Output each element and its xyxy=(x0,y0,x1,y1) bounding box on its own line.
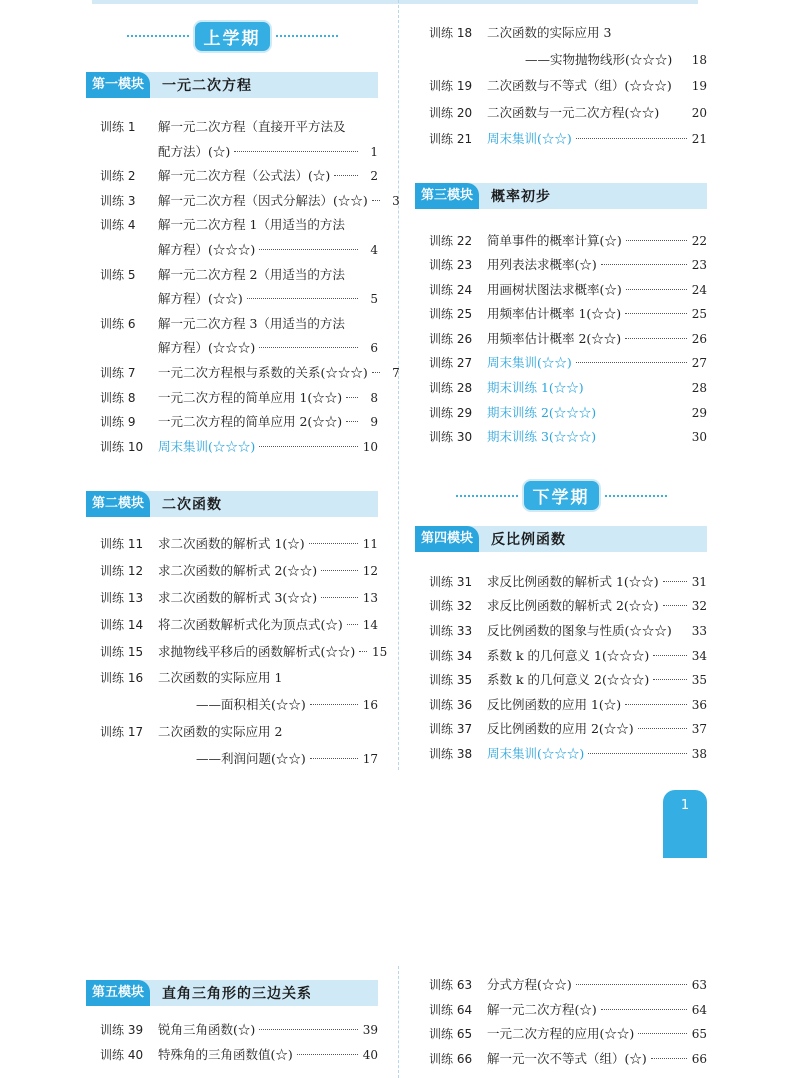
entry-label: 训练 18 xyxy=(429,26,473,40)
entry-label: 训练 64 xyxy=(429,1002,473,1017)
entry-page: 65 xyxy=(691,1027,707,1042)
entry-label: 训练 5 xyxy=(100,267,136,282)
leader-dots xyxy=(247,298,358,299)
page-number-tab xyxy=(663,790,707,858)
leader-dots xyxy=(321,570,358,571)
entry-page: 6 xyxy=(370,341,378,356)
entry-title: 一元二次方程的简单应用 2(☆☆) xyxy=(158,414,343,430)
entry-title: 求二次函数的解析式 3(☆☆) xyxy=(158,589,318,605)
toc-entry-15[interactable] xyxy=(86,639,388,666)
entry-title: 二次函数的实际应用 1 xyxy=(158,670,283,686)
toc-entry-14[interactable] xyxy=(86,612,378,639)
entry-page: 17 xyxy=(362,751,378,766)
entry-page: 37 xyxy=(691,722,707,737)
entry-page: 25 xyxy=(691,307,707,322)
dots-right xyxy=(276,35,338,37)
entry-title: 分式方程(☆☆) xyxy=(487,977,572,992)
entry-page: 33 xyxy=(691,624,707,639)
leader-space xyxy=(588,387,687,388)
leader-dots xyxy=(334,175,358,176)
entry-label: 训练 3 xyxy=(100,193,136,208)
leader-dots xyxy=(625,704,687,705)
entry-label: 训练 33 xyxy=(429,624,473,639)
toc-entry-24[interactable] xyxy=(415,278,707,303)
leader-dots xyxy=(372,372,380,373)
entry-title: 二次函数与一元二次方程(☆☆) xyxy=(487,104,660,120)
entry-title: 期末训练 2(☆☆☆) xyxy=(487,404,597,420)
toc-entry-35[interactable] xyxy=(415,668,707,693)
entry-label: 训练 38 xyxy=(429,747,473,761)
toc-entry-26[interactable] xyxy=(415,327,707,352)
toc-entry-28[interactable] xyxy=(415,376,707,401)
entry-title: 周末集训(☆☆☆) xyxy=(158,438,256,454)
entry-label: 训练 35 xyxy=(429,673,473,688)
entry-title: 解方程）(☆☆☆) xyxy=(158,340,256,356)
leader-space xyxy=(600,436,687,437)
toc-entry-5-cont[interactable] xyxy=(86,287,378,312)
entry-page: 12 xyxy=(362,564,378,579)
toc-entry-6[interactable] xyxy=(86,312,378,337)
entry-page: 22 xyxy=(691,233,707,248)
module-title: 一元二次方程 xyxy=(162,78,253,94)
leader-dots xyxy=(310,704,358,705)
entry-title: 用画树状图法求概率(☆) xyxy=(487,281,622,297)
toc-entry-1[interactable] xyxy=(86,115,378,140)
entry-page: 30 xyxy=(691,430,707,445)
entry-title: 解一元二次方程 3（用适当的方法 xyxy=(158,315,345,331)
toc-entry-40[interactable] xyxy=(86,1043,378,1068)
entry-page: 24 xyxy=(691,282,707,297)
entry-title: 解一元二次方程（公式法）(☆) xyxy=(158,168,331,184)
entry-label: 训练 37 xyxy=(429,722,473,737)
toc-entry-8[interactable] xyxy=(86,386,378,411)
leader-dots xyxy=(601,264,687,265)
toc-entry-21[interactable] xyxy=(415,126,707,153)
entry-title: 反比例函数的应用 1(☆) xyxy=(487,696,622,712)
entry-page: 63 xyxy=(691,978,707,992)
entry-title: 周末集训(☆☆) xyxy=(487,131,572,146)
toc-entry-1-cont[interactable] xyxy=(86,140,378,165)
entry-page: 15 xyxy=(371,644,388,659)
entry-label: 训练 15 xyxy=(100,644,144,659)
leader-dots xyxy=(653,679,687,680)
toc-entry-65[interactable] xyxy=(415,1022,707,1047)
toc-entry-6-cont[interactable] xyxy=(86,336,378,361)
entry-page: 38 xyxy=(691,747,707,761)
module-4-entries xyxy=(415,570,707,767)
module-tag: 第三模块 xyxy=(415,183,479,209)
entry-label: 训练 9 xyxy=(100,415,136,430)
toc-entry-17[interactable] xyxy=(86,719,378,746)
leader-dots xyxy=(663,605,687,606)
entry-label: 训练 6 xyxy=(100,316,136,331)
entry-title: ——实物抛物线形(☆☆☆) xyxy=(525,51,673,67)
toc-entry-36[interactable] xyxy=(415,693,707,718)
toc-entry-13[interactable] xyxy=(86,585,378,612)
entry-title: 简单事件的概率计算(☆) xyxy=(487,232,622,248)
entry-title: 解一元二次方程（直接开平方法及 xyxy=(158,119,346,134)
toc-entry-7[interactable] xyxy=(86,361,400,386)
entry-label: 训练 17 xyxy=(100,724,144,739)
leader-dots xyxy=(638,728,687,729)
leader-space xyxy=(676,59,687,60)
entry-title: 求二次函数的解析式 1(☆) xyxy=(158,536,305,552)
entry-title: 用频率估计概率 1(☆☆) xyxy=(487,306,622,322)
entry-page: 35 xyxy=(691,673,707,688)
leader-dots xyxy=(576,362,687,363)
module-title: 二次函数 xyxy=(162,497,223,514)
entry-title: 期末训练 1(☆☆) xyxy=(487,380,584,396)
module-header-1 xyxy=(86,72,378,98)
entry-title: 解方程）(☆☆) xyxy=(158,291,243,307)
module-2-entries xyxy=(86,531,388,772)
entry-title: 系数 k 的几何意义 2(☆☆☆) xyxy=(487,672,650,688)
toc-entry-27[interactable] xyxy=(415,351,707,376)
entry-label: 训练 10 xyxy=(100,439,144,454)
module-header-3 xyxy=(415,183,707,209)
entry-title: 反比例函数的图象与性质(☆☆☆) xyxy=(487,623,672,639)
entry-page: 9 xyxy=(370,415,378,430)
entry-label: 训练 29 xyxy=(429,405,473,420)
entry-page: 20 xyxy=(691,105,707,120)
entry-title: 反比例函数的应用 2(☆☆) xyxy=(487,721,634,737)
entry-title: 二次函数的实际应用 3 xyxy=(487,25,612,40)
entry-page: 1 xyxy=(370,144,378,159)
entry-page: 14 xyxy=(362,617,378,632)
dots-left xyxy=(127,35,189,37)
entry-title: 特殊角的三角函数值(☆) xyxy=(158,1046,293,1062)
toc-entry-19[interactable] xyxy=(415,73,707,100)
leader-dots xyxy=(663,581,687,582)
leader-dots xyxy=(372,200,380,201)
dots-right xyxy=(605,495,667,497)
next-page-entries xyxy=(415,973,707,1071)
entry-title: 系数 k 的几何意义 1(☆☆☆) xyxy=(487,647,650,663)
entry-label: 训练 16 xyxy=(100,671,144,686)
entry-page: 26 xyxy=(691,331,707,346)
leader-space xyxy=(663,112,687,113)
toc-entry-38[interactable] xyxy=(415,742,707,767)
module-3-entries xyxy=(415,229,707,450)
leader-space xyxy=(676,85,687,86)
entry-label: 训练 7 xyxy=(100,365,136,380)
leader-dots xyxy=(297,1054,358,1055)
entry-title: 求抛物线平移后的函数解析式(☆☆) xyxy=(158,643,356,659)
toc-entry-20[interactable] xyxy=(415,100,707,127)
entry-title: 解一元二次方程 1（用适当的方法 xyxy=(158,217,345,233)
entry-label: 训练 63 xyxy=(429,978,473,992)
toc-entry-5[interactable] xyxy=(86,263,378,288)
leader-dots xyxy=(321,597,358,598)
toc-entry-66[interactable] xyxy=(415,1047,707,1072)
semester-heading-second xyxy=(415,476,707,516)
toc-entry-23[interactable] xyxy=(415,253,707,278)
toc-entry-39[interactable] xyxy=(86,1018,378,1043)
module-title: 反比例函数 xyxy=(491,531,567,548)
entry-title: 求二次函数的解析式 2(☆☆) xyxy=(158,563,318,579)
entry-label: 训练 14 xyxy=(100,617,144,632)
leader-dots xyxy=(234,151,358,152)
entry-label: 训练 4 xyxy=(100,218,136,233)
leader-space xyxy=(676,630,687,631)
leader-dots xyxy=(626,240,687,241)
dots-left xyxy=(456,495,518,497)
module-title: 直角三角形的三边关系 xyxy=(162,986,313,1002)
entry-label: 训练 20 xyxy=(429,105,473,120)
entry-title: 二次函数与不等式（组）(☆☆☆) xyxy=(487,78,672,93)
entry-title: 解方程）(☆☆☆) xyxy=(158,241,256,257)
entry-page: 3 xyxy=(392,193,400,208)
entry-title: 一元二次方程的简单应用 1(☆☆) xyxy=(158,389,343,405)
entry-label: 训练 12 xyxy=(100,564,144,579)
entry-title: 期末训练 3(☆☆☆) xyxy=(487,429,597,445)
entry-title: 配方法）(☆) xyxy=(158,143,231,159)
toc-entry-64[interactable] xyxy=(415,998,707,1023)
leader-dots xyxy=(259,249,358,250)
entry-label: 训练 27 xyxy=(429,356,473,371)
entry-title: 锐角三角函数(☆) xyxy=(158,1022,256,1037)
module-2-entries-continued xyxy=(415,20,707,153)
leader-dots xyxy=(625,338,687,339)
entry-title: 用频率估计概率 2(☆☆) xyxy=(487,330,622,346)
entry-title: 周末集训(☆☆☆) xyxy=(487,746,585,761)
toc-entry-3[interactable] xyxy=(86,189,400,214)
toc-entry-12[interactable] xyxy=(86,558,378,585)
leader-dots xyxy=(651,1058,687,1059)
entry-label: 训练 21 xyxy=(429,132,473,146)
toc-entry-63[interactable] xyxy=(415,973,707,998)
entry-page: 66 xyxy=(691,1051,707,1066)
entry-label: 训练 24 xyxy=(429,282,473,297)
entry-label: 训练 32 xyxy=(429,599,473,614)
entry-page: 40 xyxy=(362,1047,378,1062)
module-tag: 第四模块 xyxy=(415,526,479,552)
leader-dots xyxy=(626,289,687,290)
toc-entry-4-cont[interactable] xyxy=(86,238,378,263)
right-column xyxy=(415,0,707,767)
entry-title: ——利润问题(☆☆) xyxy=(196,750,306,766)
leader-dots xyxy=(359,651,367,652)
entry-title: 一元二次方程的应用(☆☆) xyxy=(487,1026,635,1042)
toc-entry-18-cont[interactable] xyxy=(415,47,707,74)
entry-page: 5 xyxy=(370,292,378,307)
toc-entry-30[interactable] xyxy=(415,425,707,450)
leader-space xyxy=(600,412,687,413)
leader-dots xyxy=(309,543,358,544)
toc-entry-16-cont[interactable] xyxy=(86,692,378,719)
module-tag: 第二模块 xyxy=(86,491,150,517)
entry-page: 10 xyxy=(362,439,378,454)
entry-title: 解一元二次方程（因式分解法）(☆☆) xyxy=(158,192,368,208)
entry-label: 训练 34 xyxy=(429,648,473,663)
entry-page: 4 xyxy=(370,242,378,257)
leader-dots xyxy=(653,655,687,656)
entry-page: 23 xyxy=(691,258,707,273)
toc-entry-16[interactable] xyxy=(86,665,378,692)
page-number: 1 xyxy=(680,798,690,813)
module-tag: 第一模块 xyxy=(86,72,150,98)
entry-page: 19 xyxy=(691,79,707,93)
entry-page: 2 xyxy=(370,169,378,184)
semester-heading-first xyxy=(86,16,378,56)
entry-label: 训练 13 xyxy=(100,590,144,605)
entry-label: 训练 8 xyxy=(100,390,136,405)
entry-page: 27 xyxy=(691,356,707,371)
leader-dots xyxy=(259,347,358,348)
toc-entry-22[interactable] xyxy=(415,229,707,254)
entry-title: 解一元二次方程 2（用适当的方法 xyxy=(158,266,345,282)
leader-dots xyxy=(346,421,358,422)
entry-label: 训练 2 xyxy=(100,169,136,184)
leader-dots xyxy=(347,624,358,625)
entry-label: 训练 23 xyxy=(429,258,473,273)
leader-dots xyxy=(601,1009,687,1010)
left-column xyxy=(86,0,400,772)
entry-page: 13 xyxy=(362,590,378,605)
entry-label: 训练 28 xyxy=(429,381,473,396)
entry-label: 训练 40 xyxy=(100,1047,144,1062)
semester-label: 上学期 xyxy=(195,22,270,51)
entry-label: 训练 22 xyxy=(429,233,473,248)
entry-title: 二次函数的实际应用 2 xyxy=(158,723,283,739)
entry-title: 将二次函数解析式化为顶点式(☆) xyxy=(158,616,343,632)
toc-entry-32[interactable] xyxy=(415,594,707,619)
toc-entry-4[interactable] xyxy=(86,213,378,238)
entry-page: 8 xyxy=(370,390,378,405)
module-1-entries xyxy=(86,115,400,459)
entry-label: 训练 26 xyxy=(429,331,473,346)
module-header-5 xyxy=(86,980,378,1006)
entry-title: 解一元二次方程(☆) xyxy=(487,1001,597,1017)
entry-page: 18 xyxy=(691,52,707,67)
toc-entry-33[interactable] xyxy=(415,619,707,644)
entry-label: 训练 65 xyxy=(429,1027,473,1042)
toc-entry-31[interactable] xyxy=(415,570,707,595)
module-title: 概率初步 xyxy=(491,188,552,205)
toc-entry-25[interactable] xyxy=(415,302,707,327)
entry-page: 28 xyxy=(691,381,707,396)
leader-dots xyxy=(259,446,358,447)
entry-label: 训练 31 xyxy=(429,574,473,589)
entry-title: 解一元一次不等式（组）(☆) xyxy=(487,1050,647,1066)
entry-page: 64 xyxy=(691,1002,707,1017)
entry-label: 训练 30 xyxy=(429,430,473,445)
right-column-next-page xyxy=(415,966,707,1071)
entry-title: 一元二次方程根与系数的关系(☆☆☆) xyxy=(158,364,368,380)
entry-label: 训练 66 xyxy=(429,1051,473,1066)
leader-dots xyxy=(638,1033,687,1034)
module-header-4 xyxy=(415,526,707,552)
semester-label: 下学期 xyxy=(524,481,599,510)
toc-entry-34[interactable] xyxy=(415,644,707,669)
toc-entry-29[interactable] xyxy=(415,401,707,426)
entry-label: 训练 25 xyxy=(429,307,473,322)
leader-dots xyxy=(259,1029,358,1030)
entry-label: 训练 11 xyxy=(100,537,144,552)
leader-dots xyxy=(576,138,687,139)
entry-title: 周末集训(☆☆) xyxy=(487,355,572,371)
leader-dots xyxy=(346,397,358,398)
module-5-entries xyxy=(86,1018,378,1067)
entry-page: 7 xyxy=(392,365,400,380)
entry-page: 36 xyxy=(691,697,707,712)
module-tag: 第五模块 xyxy=(86,980,150,1006)
module-header-2 xyxy=(86,491,378,517)
left-column-next-page xyxy=(86,966,378,1067)
entry-page: 32 xyxy=(691,599,707,614)
toc-entry-10[interactable] xyxy=(86,435,378,460)
leader-dots xyxy=(576,984,687,985)
leader-dots xyxy=(625,313,687,314)
toc-entry-11[interactable] xyxy=(86,531,378,558)
entry-page: 31 xyxy=(691,574,707,589)
entry-title: ——面积相关(☆☆) xyxy=(196,697,306,713)
entry-page: 29 xyxy=(691,405,707,420)
leader-dots xyxy=(588,753,687,754)
entry-page: 34 xyxy=(691,648,707,663)
entry-title: 求反比例函数的解析式 2(☆☆) xyxy=(487,598,659,614)
leader-dots xyxy=(310,758,358,759)
entry-page: 11 xyxy=(362,537,378,552)
entry-label: 训练 39 xyxy=(100,1023,144,1037)
toc-entry-37[interactable] xyxy=(415,717,707,742)
toc-entry-17-cont[interactable] xyxy=(86,746,378,773)
entry-title: 用列表法求概率(☆) xyxy=(487,257,597,273)
entry-page: 21 xyxy=(691,132,707,146)
entry-label: 训练 19 xyxy=(429,79,473,93)
entry-page: 16 xyxy=(362,698,378,713)
column-divider xyxy=(398,966,399,1078)
entry-page: 39 xyxy=(362,1023,378,1037)
entry-title: 求反比例函数的解析式 1(☆☆) xyxy=(487,573,659,589)
toc-entry-18[interactable] xyxy=(415,20,707,47)
entry-label: 训练 36 xyxy=(429,697,473,712)
toc-entry-2[interactable] xyxy=(86,164,378,189)
entry-label: 训练 1 xyxy=(100,120,136,134)
toc-entry-9[interactable] xyxy=(86,410,378,435)
